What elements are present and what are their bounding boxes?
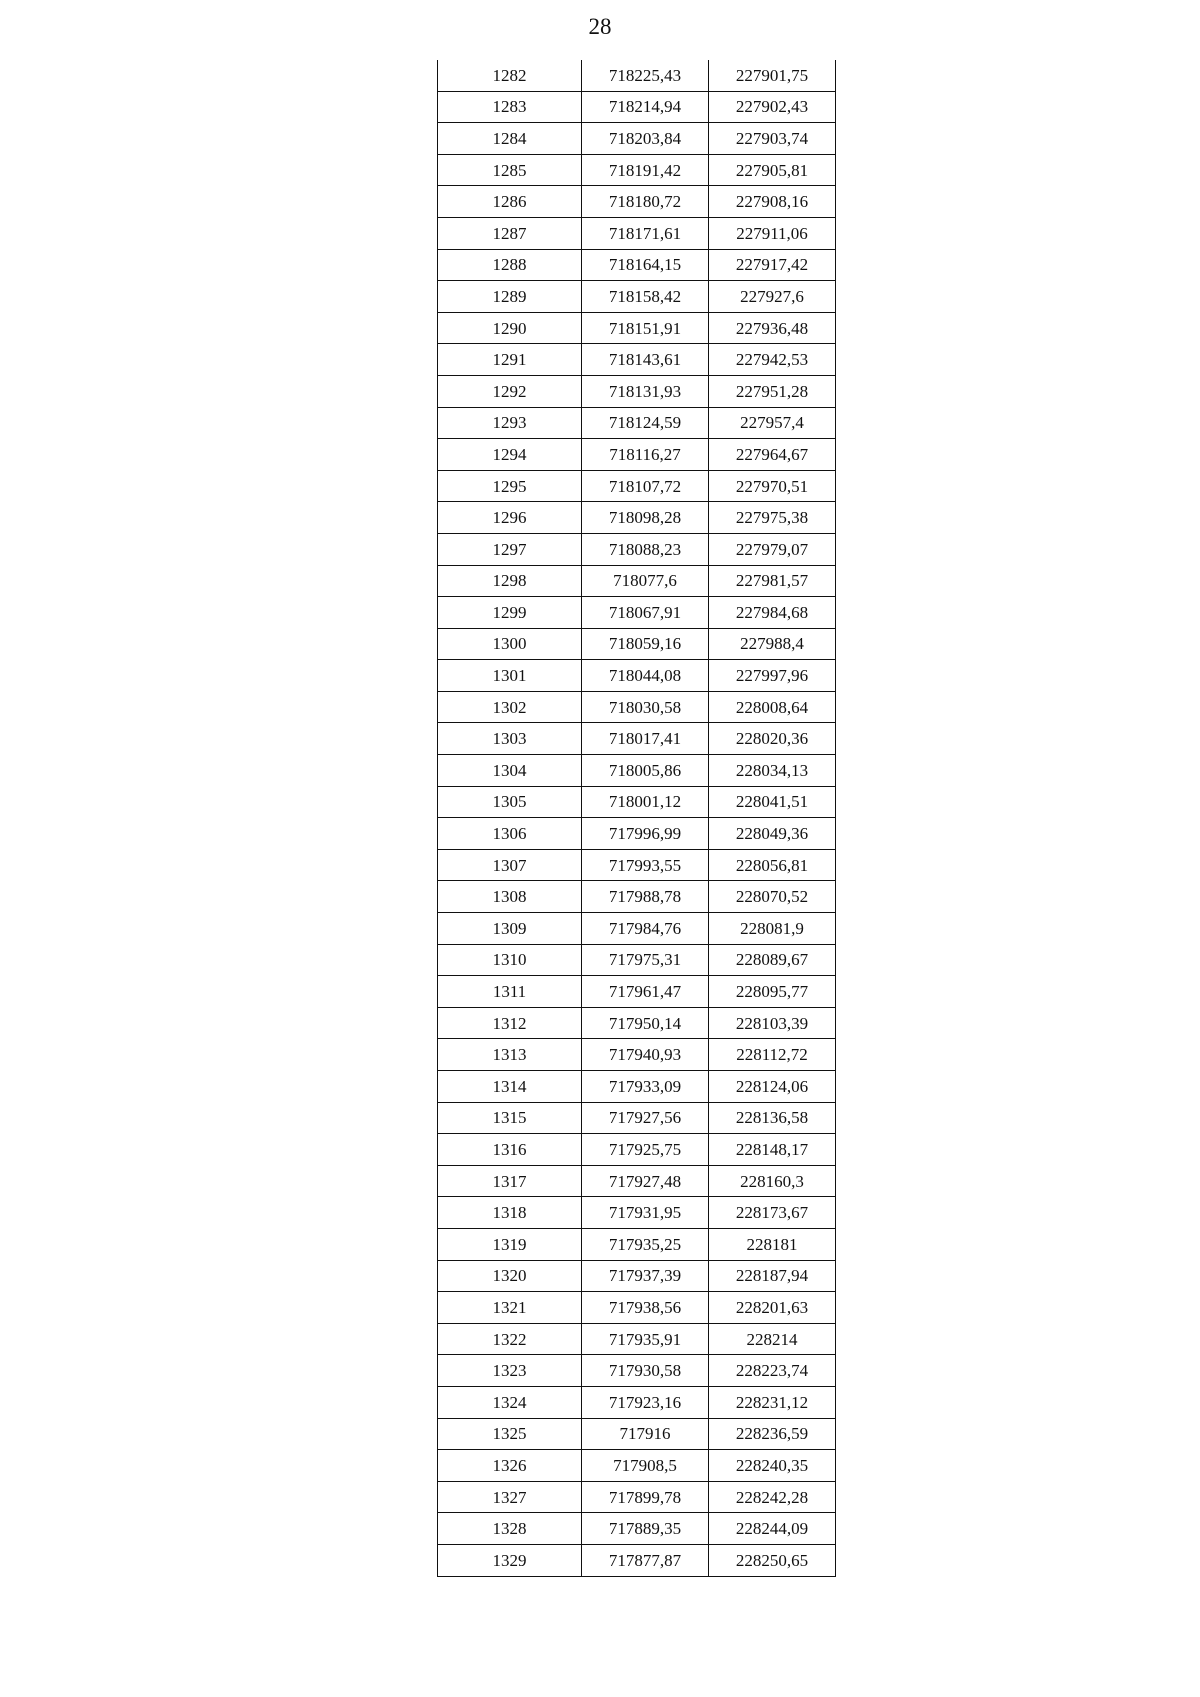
y-coordinate-cell: 227970,51 (709, 470, 836, 502)
point-number-cell: 1325 (438, 1418, 582, 1450)
table-row (438, 186, 836, 218)
x-coordinate-cell: 717940,93 (582, 1039, 709, 1071)
table-row (438, 849, 836, 881)
table-row (438, 723, 836, 755)
table-row (438, 1450, 836, 1482)
y-coordinate-cell: 227901,75 (709, 60, 836, 91)
point-number-cell: 1296 (438, 502, 582, 534)
point-number-cell: 1298 (438, 565, 582, 597)
table-row (438, 217, 836, 249)
y-coordinate-cell: 228136,58 (709, 1102, 836, 1134)
table-row (438, 249, 836, 281)
y-coordinate-cell: 228148,17 (709, 1134, 836, 1166)
point-number-cell: 1316 (438, 1134, 582, 1166)
point-number-cell: 1297 (438, 533, 582, 565)
y-coordinate-cell: 227997,96 (709, 660, 836, 692)
x-coordinate-cell: 718214,94 (582, 91, 709, 123)
point-number-cell: 1292 (438, 375, 582, 407)
x-coordinate-cell: 718067,91 (582, 597, 709, 629)
point-number-cell: 1318 (438, 1197, 582, 1229)
y-coordinate-cell: 228223,74 (709, 1355, 836, 1387)
point-number-cell: 1326 (438, 1450, 582, 1482)
x-coordinate-cell: 718124,59 (582, 407, 709, 439)
table-row (438, 1355, 836, 1387)
x-coordinate-cell: 717877,87 (582, 1544, 709, 1576)
table-row (438, 628, 836, 660)
y-coordinate-cell: 228242,28 (709, 1481, 836, 1513)
x-coordinate-cell: 717935,91 (582, 1323, 709, 1355)
point-number-cell: 1290 (438, 312, 582, 344)
table-row (438, 565, 836, 597)
table-row (438, 1260, 836, 1292)
point-number-cell: 1302 (438, 691, 582, 723)
table-row (438, 1386, 836, 1418)
point-number-cell: 1314 (438, 1071, 582, 1103)
y-coordinate-cell: 227951,28 (709, 375, 836, 407)
y-coordinate-cell: 228020,36 (709, 723, 836, 755)
page-number: 28 (588, 14, 612, 39)
point-number-cell: 1299 (438, 597, 582, 629)
table-row (438, 660, 836, 692)
table-row (438, 1071, 836, 1103)
y-coordinate-cell: 228187,94 (709, 1260, 836, 1292)
y-coordinate-cell: 228201,63 (709, 1292, 836, 1324)
x-coordinate-cell: 717938,56 (582, 1292, 709, 1324)
x-coordinate-cell: 718225,43 (582, 60, 709, 91)
table-row (438, 786, 836, 818)
table-row (438, 1134, 836, 1166)
point-number-cell: 1287 (438, 217, 582, 249)
x-coordinate-cell: 718077,6 (582, 565, 709, 597)
y-coordinate-cell: 227984,68 (709, 597, 836, 629)
table-row (438, 1007, 836, 1039)
x-coordinate-cell: 717931,95 (582, 1197, 709, 1229)
x-coordinate-cell: 718001,12 (582, 786, 709, 818)
y-coordinate-cell: 228095,77 (709, 976, 836, 1008)
point-number-cell: 1310 (438, 944, 582, 976)
point-number-cell: 1321 (438, 1292, 582, 1324)
y-coordinate-cell: 228244,09 (709, 1513, 836, 1545)
point-number-cell: 1309 (438, 913, 582, 945)
x-coordinate-cell: 718030,58 (582, 691, 709, 723)
y-coordinate-cell: 228008,64 (709, 691, 836, 723)
y-coordinate-cell: 228049,36 (709, 818, 836, 850)
y-coordinate-cell: 228112,72 (709, 1039, 836, 1071)
y-coordinate-cell: 227908,16 (709, 186, 836, 218)
y-coordinate-cell: 228034,13 (709, 755, 836, 787)
y-coordinate-cell: 228250,65 (709, 1544, 836, 1576)
table-row (438, 1544, 836, 1576)
x-coordinate-cell: 718143,61 (582, 344, 709, 376)
x-coordinate-cell: 717908,5 (582, 1450, 709, 1482)
x-coordinate-cell: 717950,14 (582, 1007, 709, 1039)
table-row (438, 154, 836, 186)
table-row (438, 375, 836, 407)
x-coordinate-cell: 717916 (582, 1418, 709, 1450)
point-number-cell: 1328 (438, 1513, 582, 1545)
y-coordinate-cell: 227902,43 (709, 91, 836, 123)
table-row (438, 1165, 836, 1197)
table-row (438, 1102, 836, 1134)
point-number-cell: 1291 (438, 344, 582, 376)
point-number-cell: 1289 (438, 281, 582, 313)
table-row (438, 597, 836, 629)
y-coordinate-cell: 228041,51 (709, 786, 836, 818)
point-number-cell: 1320 (438, 1260, 582, 1292)
y-coordinate-cell: 227905,81 (709, 154, 836, 186)
y-coordinate-cell: 228124,06 (709, 1071, 836, 1103)
table-row (438, 1481, 836, 1513)
x-coordinate-cell: 718131,93 (582, 375, 709, 407)
x-coordinate-cell: 717975,31 (582, 944, 709, 976)
table-row (438, 881, 836, 913)
table-row (438, 60, 836, 91)
coordinates-table (437, 60, 836, 1577)
point-number-cell: 1303 (438, 723, 582, 755)
x-coordinate-cell: 717984,76 (582, 913, 709, 945)
point-number-cell: 1313 (438, 1039, 582, 1071)
x-coordinate-cell: 718005,86 (582, 755, 709, 787)
y-coordinate-cell: 227936,48 (709, 312, 836, 344)
y-coordinate-cell: 227942,53 (709, 344, 836, 376)
point-number-cell: 1329 (438, 1544, 582, 1576)
y-coordinate-cell: 227975,38 (709, 502, 836, 534)
point-number-cell: 1306 (438, 818, 582, 850)
x-coordinate-cell: 717935,25 (582, 1228, 709, 1260)
table-row (438, 312, 836, 344)
point-number-cell: 1300 (438, 628, 582, 660)
table-row (438, 407, 836, 439)
point-number-cell: 1319 (438, 1228, 582, 1260)
x-coordinate-cell: 718059,16 (582, 628, 709, 660)
table-row (438, 976, 836, 1008)
table-row (438, 913, 836, 945)
table-row (438, 1197, 836, 1229)
point-number-cell: 1307 (438, 849, 582, 881)
y-coordinate-cell: 228081,9 (709, 913, 836, 945)
x-coordinate-cell: 717988,78 (582, 881, 709, 913)
table-row (438, 1292, 836, 1324)
table-row (438, 439, 836, 471)
table-row (438, 533, 836, 565)
y-coordinate-cell: 227957,4 (709, 407, 836, 439)
x-coordinate-cell: 718158,42 (582, 281, 709, 313)
x-coordinate-cell: 718191,42 (582, 154, 709, 186)
table-row (438, 281, 836, 313)
x-coordinate-cell: 718088,23 (582, 533, 709, 565)
table-row (438, 1513, 836, 1545)
x-coordinate-cell: 717930,58 (582, 1355, 709, 1387)
y-coordinate-cell: 228240,35 (709, 1450, 836, 1482)
table-row (438, 91, 836, 123)
point-number-cell: 1284 (438, 123, 582, 155)
y-coordinate-cell: 227964,67 (709, 439, 836, 471)
y-coordinate-cell: 227979,07 (709, 533, 836, 565)
x-coordinate-cell: 718044,08 (582, 660, 709, 692)
point-number-cell: 1301 (438, 660, 582, 692)
table-row (438, 944, 836, 976)
table-row (438, 1039, 836, 1071)
x-coordinate-cell: 718107,72 (582, 470, 709, 502)
y-coordinate-cell: 228236,59 (709, 1418, 836, 1450)
x-coordinate-cell: 718171,61 (582, 217, 709, 249)
x-coordinate-cell: 717899,78 (582, 1481, 709, 1513)
y-coordinate-cell: 227917,42 (709, 249, 836, 281)
point-number-cell: 1308 (438, 881, 582, 913)
x-coordinate-cell: 717961,47 (582, 976, 709, 1008)
point-number-cell: 1293 (438, 407, 582, 439)
point-number-cell: 1311 (438, 976, 582, 1008)
x-coordinate-cell: 718180,72 (582, 186, 709, 218)
y-coordinate-cell: 227911,06 (709, 217, 836, 249)
table-row (438, 344, 836, 376)
x-coordinate-cell: 717923,16 (582, 1386, 709, 1418)
point-number-cell: 1322 (438, 1323, 582, 1355)
x-coordinate-cell: 717993,55 (582, 849, 709, 881)
y-coordinate-cell: 227988,4 (709, 628, 836, 660)
point-number-cell: 1323 (438, 1355, 582, 1387)
table-row (438, 123, 836, 155)
point-number-cell: 1285 (438, 154, 582, 186)
y-coordinate-cell: 228214 (709, 1323, 836, 1355)
y-coordinate-cell: 227927,6 (709, 281, 836, 313)
y-coordinate-cell: 228089,67 (709, 944, 836, 976)
x-coordinate-cell: 717933,09 (582, 1071, 709, 1103)
point-number-cell: 1295 (438, 470, 582, 502)
table-row (438, 1418, 836, 1450)
y-coordinate-cell: 228056,81 (709, 849, 836, 881)
y-coordinate-cell: 228070,52 (709, 881, 836, 913)
point-number-cell: 1304 (438, 755, 582, 787)
x-coordinate-cell: 717937,39 (582, 1260, 709, 1292)
x-coordinate-cell: 718017,41 (582, 723, 709, 755)
table-row (438, 818, 836, 850)
point-number-cell: 1305 (438, 786, 582, 818)
x-coordinate-cell: 718151,91 (582, 312, 709, 344)
x-coordinate-cell: 717889,35 (582, 1513, 709, 1545)
x-coordinate-cell: 718203,84 (582, 123, 709, 155)
y-coordinate-cell: 228160,3 (709, 1165, 836, 1197)
coordinates-table-body (438, 60, 836, 1576)
table-row (438, 1228, 836, 1260)
point-number-cell: 1283 (438, 91, 582, 123)
table-row (438, 1323, 836, 1355)
y-coordinate-cell: 228103,39 (709, 1007, 836, 1039)
point-number-cell: 1317 (438, 1165, 582, 1197)
x-coordinate-cell: 717927,56 (582, 1102, 709, 1134)
x-coordinate-cell: 717927,48 (582, 1165, 709, 1197)
table-row (438, 470, 836, 502)
x-coordinate-cell: 718164,15 (582, 249, 709, 281)
point-number-cell: 1282 (438, 60, 582, 91)
x-coordinate-cell: 718116,27 (582, 439, 709, 471)
point-number-cell: 1286 (438, 186, 582, 218)
y-coordinate-cell: 228173,67 (709, 1197, 836, 1229)
table-row (438, 755, 836, 787)
y-coordinate-cell: 228231,12 (709, 1386, 836, 1418)
y-coordinate-cell: 227981,57 (709, 565, 836, 597)
point-number-cell: 1327 (438, 1481, 582, 1513)
x-coordinate-cell: 717925,75 (582, 1134, 709, 1166)
point-number-cell: 1312 (438, 1007, 582, 1039)
point-number-cell: 1324 (438, 1386, 582, 1418)
table-row (438, 691, 836, 723)
point-number-cell: 1294 (438, 439, 582, 471)
table-row (438, 502, 836, 534)
point-number-cell: 1315 (438, 1102, 582, 1134)
y-coordinate-cell: 228181 (709, 1228, 836, 1260)
y-coordinate-cell: 227903,74 (709, 123, 836, 155)
x-coordinate-cell: 718098,28 (582, 502, 709, 534)
x-coordinate-cell: 717996,99 (582, 818, 709, 850)
point-number-cell: 1288 (438, 249, 582, 281)
